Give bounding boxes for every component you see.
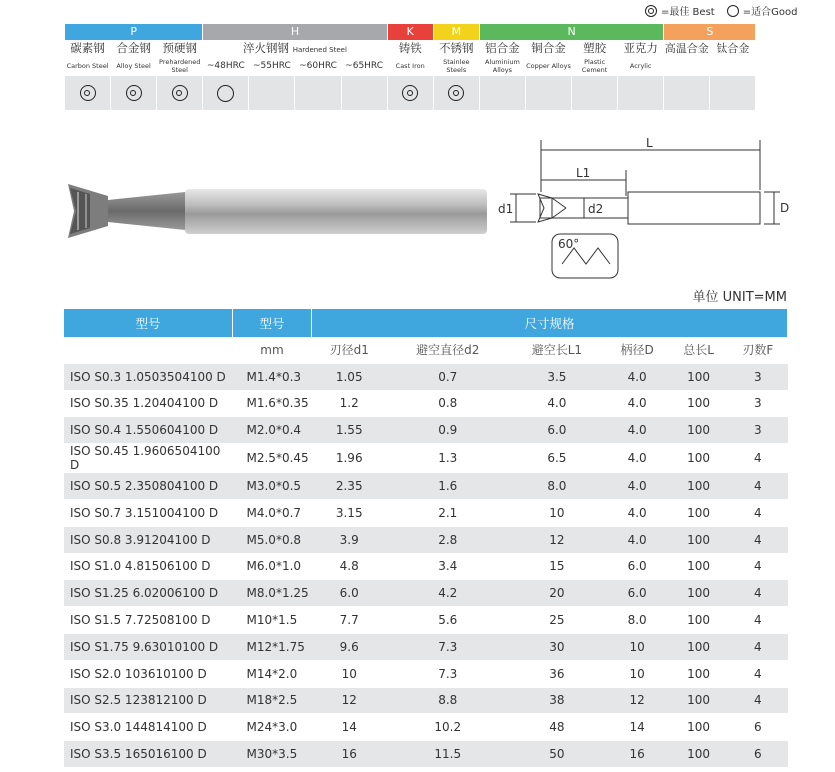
category-n-header: N: [480, 24, 663, 40]
material-name: 碳素钢: [70, 41, 105, 55]
model-cell: ISO S0.45 1.9606504100 D: [64, 444, 233, 473]
material-english-name: Plastic Cement: [581, 58, 608, 74]
spec-cell: 100: [669, 526, 728, 553]
thread-cell: M1.6*0.35: [233, 390, 312, 417]
length-L-label: L: [646, 136, 653, 150]
model-cell: ISO S1.25 6.02006100 D: [64, 580, 233, 607]
thread-cell: M18*2.5: [233, 687, 312, 714]
spec-cell: 2.1: [387, 499, 509, 526]
thread-cell: M30*3.5: [233, 741, 312, 768]
spec-cell: 4: [728, 526, 787, 553]
spec-cell: 10: [312, 660, 387, 687]
material-rating-cell: [388, 76, 433, 110]
spec-cell: 3.15: [312, 499, 387, 526]
spec-cell: 100: [669, 363, 728, 390]
material-rating-cell: [710, 76, 755, 110]
spec-cell: 6: [728, 741, 787, 768]
material-rating-cell: [572, 76, 617, 110]
table-row: [64, 390, 788, 417]
spec-cell: 4: [728, 687, 787, 714]
spec-cell: 100: [669, 607, 728, 634]
spec-cell: 50: [509, 741, 606, 768]
material-rating-cell: [65, 76, 110, 110]
spec-cell: 4: [728, 499, 787, 526]
spec-cell: 4.0: [509, 390, 606, 417]
spec-cell: 3.9: [312, 526, 387, 553]
rating-legend: [645, 3, 797, 18]
model-cell: ISO S1.0 4.81506100 D: [64, 553, 233, 580]
spec-cell: 10: [509, 499, 606, 526]
thread-cell: M2.0*0.4: [233, 417, 312, 444]
best-symbol-icon: [645, 5, 657, 17]
model-cell: ISO S2.0 103610100 D: [64, 660, 233, 687]
category-s-header: S: [664, 24, 755, 40]
category-h-header: H: [203, 24, 386, 40]
size-spec-header: 尺寸规格: [312, 309, 788, 337]
subheader-cell: 刃数F: [728, 337, 787, 363]
thread-cell: M3.0*0.5: [233, 473, 312, 500]
thread-cell: M4.0*0.7: [233, 499, 312, 526]
material-rating-cell: [295, 76, 340, 110]
subheader-cell: 避空长L1: [509, 337, 606, 363]
spec-cell: 16: [605, 741, 669, 768]
model-cell: ISO S1.75 9.63010100 D: [64, 633, 233, 660]
spec-cell: 14: [312, 714, 387, 741]
spec-cell: 6.0: [509, 417, 606, 444]
spec-cell: 4.0: [605, 444, 669, 473]
spec-cell: 2.8: [387, 526, 509, 553]
best-rating-icon: [402, 85, 418, 101]
model-cell: ISO S0.7 3.151004100 D: [64, 499, 233, 526]
diameter-d1-label: d1: [498, 202, 514, 216]
best-rating-icon: [126, 85, 142, 101]
material-rating-cell: [618, 76, 663, 110]
spec-cell: 100: [669, 390, 728, 417]
best-rating-icon: [80, 85, 96, 101]
spec-cell: 8.0: [509, 473, 606, 500]
table-row: [64, 633, 788, 660]
spec-cell: 5.6: [387, 607, 509, 634]
spec-cell: 12: [509, 526, 606, 553]
material-english-name: ~55HRC: [252, 60, 291, 71]
table-row: [64, 417, 788, 444]
spec-cell: 4.0: [605, 526, 669, 553]
material-english-name: Alloy Steel: [116, 61, 151, 70]
spec-cell: 4: [728, 660, 787, 687]
material-rating-cell: [664, 76, 709, 110]
diameter-d2-label: d2: [588, 202, 604, 216]
spec-cell: 25: [509, 607, 606, 634]
spec-cell: 7.3: [387, 660, 509, 687]
spec-cell: 15: [509, 553, 606, 580]
material-name: 钛合金: [716, 42, 750, 55]
material-rating-cell: [526, 76, 571, 110]
model-cell: ISO S0.35 1.20404100 D: [64, 390, 233, 417]
best-rating-icon: [172, 85, 188, 101]
spec-cell: 6.0: [312, 580, 387, 607]
category-k-header: K: [388, 24, 433, 40]
spec-cell: 4.0: [605, 363, 669, 390]
spec-cell: 8.0: [605, 607, 669, 634]
spec-cell: 1.05: [312, 363, 387, 390]
material-rating-cell: [157, 76, 202, 110]
subheader-cell: 刃径d1: [312, 337, 387, 363]
good-symbol-icon: [727, 5, 739, 17]
thread-cell: M1.4*0.3: [233, 363, 312, 390]
unit-label: 单位 UNIT=MM: [692, 290, 787, 305]
spec-cell: 100: [669, 473, 728, 500]
material-rating-cell: [434, 76, 479, 110]
spec-cell: 0.9: [387, 417, 509, 444]
model-cell: ISO S3.0 144814100 D: [64, 714, 233, 741]
table-row: [64, 499, 788, 526]
model-cell: ISO S3.5 165016100 D: [64, 741, 233, 768]
spec-cell: 11.5: [387, 741, 509, 768]
table-row: [64, 580, 788, 607]
best-rating-icon: [448, 85, 464, 101]
material-name: 铜合金: [531, 41, 566, 55]
legend-good-label: =适合Good: [742, 7, 798, 18]
material-rating-cell: [203, 76, 248, 110]
spec-cell: 7.3: [387, 633, 509, 660]
subheader-cell: mm: [233, 337, 312, 363]
spec-cell: 3.4: [387, 553, 509, 580]
spec-cell: 0.7: [387, 363, 509, 390]
hardened-steel-label: [203, 40, 386, 57]
material-name: 塑胶: [583, 41, 607, 55]
spec-cell: 1.55: [312, 417, 387, 444]
spec-cell: 100: [669, 444, 728, 473]
material-english-name: Copper Alloys: [526, 61, 571, 70]
spec-cell: 0.8: [387, 390, 509, 417]
spec-cell: 4.8: [312, 553, 387, 580]
spec-cell: 3: [728, 417, 787, 444]
model-cell: ISO S0.4 1.550604100 D: [64, 417, 233, 444]
legend-best-label: =最佳 Best: [661, 7, 715, 18]
model-cell: ISO S0.3 1.0503504100 D: [64, 363, 233, 390]
spec-cell: 8.8: [387, 687, 509, 714]
table-row: [64, 553, 788, 580]
model-cell: ISO S1.5 7.72508100 D: [64, 607, 233, 634]
thread-cell: M8.0*1.25: [233, 580, 312, 607]
spec-cell: 100: [669, 553, 728, 580]
spec-cell: 1.96: [312, 444, 387, 473]
table-subheader-row: [64, 337, 788, 363]
thread-cell: M2.5*0.45: [233, 444, 312, 473]
spec-cell: 1.3: [387, 444, 509, 473]
material-english-name: Cast Iron: [395, 61, 425, 70]
spec-cell: 4.0: [605, 390, 669, 417]
table-row: [64, 526, 788, 553]
spec-cell: 36: [509, 660, 606, 687]
material-english-name: ~65HRC: [345, 60, 384, 71]
hardened-steel-en: Hardened Steel: [292, 46, 347, 54]
spec-cell: 6.0: [605, 553, 669, 580]
spec-cell: 38: [509, 687, 606, 714]
material-rating-cell: [480, 76, 525, 110]
spec-cell: 2.35: [312, 473, 387, 500]
spec-cell: 10: [605, 633, 669, 660]
angle-label: 60°: [558, 237, 580, 251]
spec-cell: 100: [669, 687, 728, 714]
tool-dimension-drawing: [496, 136, 796, 284]
table-row: [64, 741, 788, 768]
tool-photo: [60, 162, 490, 242]
subheader-cell: 避空直径d2: [387, 337, 509, 363]
material-name: 高温合金: [664, 42, 709, 55]
table-row: [64, 660, 788, 687]
length-L1-label: L1: [576, 166, 591, 180]
table-row: [64, 444, 788, 473]
spec-cell: 10.2: [387, 714, 509, 741]
spec-cell: 12: [605, 687, 669, 714]
spec-cell: 3.5: [509, 363, 606, 390]
spec-cell: 4.0: [605, 473, 669, 500]
thread-cell: M12*1.75: [233, 633, 312, 660]
spec-cell: 1.2: [312, 390, 387, 417]
spec-cell: 6: [728, 714, 787, 741]
spec-cell: 4.0: [605, 417, 669, 444]
diameter-D-label: D: [780, 201, 790, 215]
spec-cell: 100: [669, 741, 728, 768]
material-english-name: Carbon Steel: [66, 61, 109, 70]
spec-cell: 3: [728, 363, 787, 390]
material-english-name: Prehardened Steel: [159, 58, 201, 74]
material-rating-row: [65, 76, 788, 110]
material-category-row: [65, 24, 788, 40]
spec-cell: 20: [509, 580, 606, 607]
material-english-name: Stainlee Steels: [443, 58, 470, 74]
material-english-name: [664, 57, 709, 76]
spec-cell: 100: [669, 633, 728, 660]
material-english-name: Aluminium Alloys: [484, 58, 520, 74]
table-row: [64, 363, 788, 390]
material-name: 铸铁: [398, 41, 422, 55]
table-header-row: [64, 309, 788, 337]
thread-cell: M10*1.5: [233, 607, 312, 634]
thread-cell: M5.0*0.8: [233, 526, 312, 553]
material-name: 不锈钢: [439, 41, 474, 55]
spec-table: [64, 309, 788, 768]
table-row: [64, 714, 788, 741]
model-cell: ISO S2.5 123812100 D: [64, 687, 233, 714]
hardened-steel-zh: 淬火钢钢: [243, 41, 290, 55]
material-rating-cell: [249, 76, 294, 110]
spec-cell: 3: [728, 390, 787, 417]
subheader-cell: 柄径D: [605, 337, 669, 363]
spec-cell: 30: [509, 633, 606, 660]
material-english-name: [710, 57, 755, 76]
material-rating-cell: [342, 76, 387, 110]
spec-cell: 4: [728, 444, 787, 473]
thread-cell: M14*2.0: [233, 660, 312, 687]
spec-cell: 16: [312, 741, 387, 768]
material-name: 合金钢: [116, 41, 151, 55]
spec-cell: 100: [669, 714, 728, 741]
table-row: [64, 687, 788, 714]
spec-cell: 4: [728, 580, 787, 607]
material-name: 铝合金: [485, 41, 520, 55]
model-cell: ISO S0.5 2.350804100 D: [64, 473, 233, 500]
spec-cell: 6.5: [509, 444, 606, 473]
model-header: 型号: [64, 309, 233, 337]
category-p-header: P: [65, 24, 202, 40]
spec-cell: 1.6: [387, 473, 509, 500]
spec-cell: 4: [728, 607, 787, 634]
material-name: 预硬钢: [162, 41, 197, 55]
spec-cell: 4: [728, 473, 787, 500]
spec-cell: 100: [669, 660, 728, 687]
spec-cell: 48: [509, 714, 606, 741]
model-cell: ISO S0.8 3.91204100 D: [64, 526, 233, 553]
spec-cell: 7.7: [312, 607, 387, 634]
material-english-row: [65, 57, 788, 76]
subheader-cell: 总长L: [669, 337, 728, 363]
thread-cell: M24*3.0: [233, 714, 312, 741]
material-english-name: ~60HRC: [299, 60, 337, 71]
spec-cell: 10: [605, 660, 669, 687]
thread-cell: M6.0*1.0: [233, 553, 312, 580]
table-row: [64, 473, 788, 500]
spec-cell: 4.2: [387, 580, 509, 607]
good-rating-icon: [217, 85, 234, 102]
thread-header: 型号: [233, 309, 312, 337]
spec-cell: 4: [728, 633, 787, 660]
category-m-header: M: [434, 24, 479, 40]
spec-cell: 4.0: [605, 499, 669, 526]
table-row: [64, 607, 788, 634]
subheader-cell: [64, 337, 233, 363]
spec-cell: 6.0: [605, 580, 669, 607]
material-english-name: Acrylic: [629, 61, 652, 70]
material-name-row: [65, 40, 788, 57]
spec-cell: 12: [312, 687, 387, 714]
spec-cell: 4: [728, 553, 787, 580]
spec-cell: 100: [669, 417, 728, 444]
material-name: 亚克力: [623, 41, 658, 55]
spec-cell: 100: [669, 499, 728, 526]
spec-cell: 100: [669, 580, 728, 607]
spec-cell: 9.6: [312, 633, 387, 660]
material-rating-cell: [111, 76, 156, 110]
spec-cell: 14: [605, 714, 669, 741]
material-suitability-grid: [65, 24, 788, 110]
material-english-name: ~48HRC: [206, 60, 245, 71]
